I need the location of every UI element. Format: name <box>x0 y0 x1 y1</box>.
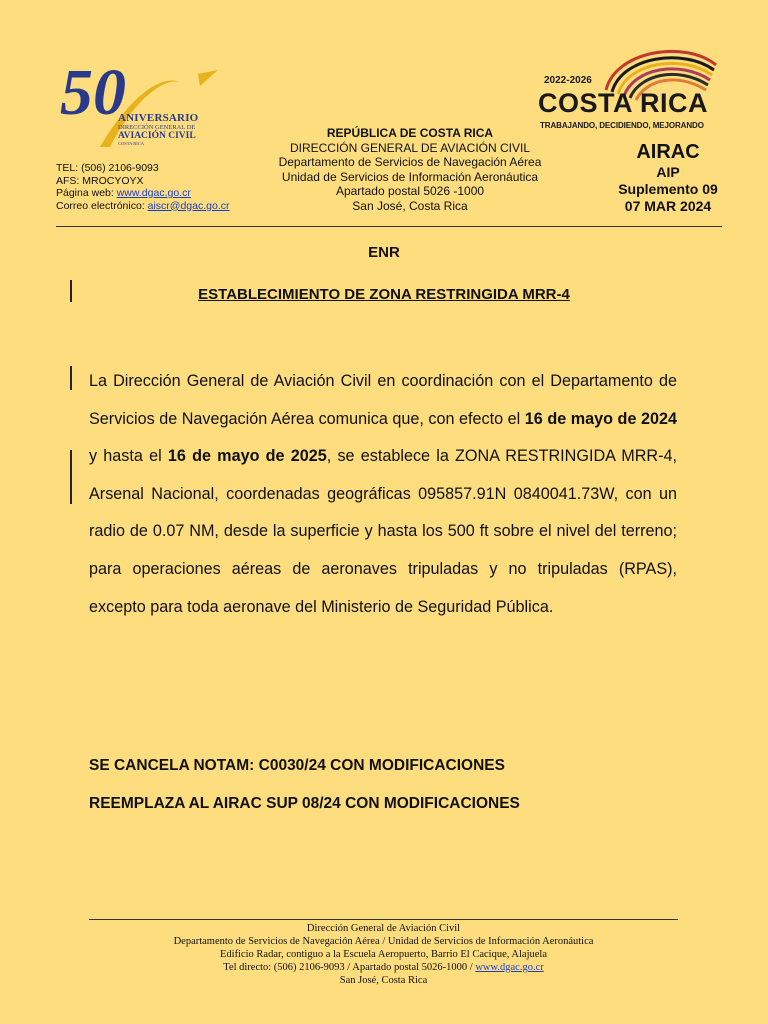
header-dgac: DIRECCIÓN GENERAL DE AVIACIÓN CIVIL <box>289 140 531 155</box>
document-title <box>0 286 768 303</box>
change-bar <box>70 450 72 504</box>
web-link[interactable]: www.dgac.go.cr <box>116 187 191 199</box>
plane-icon <box>198 70 218 86</box>
footer-line-1: Dirección General de Aviación Civil <box>306 923 461 934</box>
header-republic: REPÚBLICA DE COSTA RICA <box>326 126 494 140</box>
airac-block <box>598 140 738 215</box>
airac-supplement: Suplemento 09 <box>618 181 718 197</box>
section-label: ENR <box>368 244 400 261</box>
contact-tel: TEL: (506) 2106-9093 <box>56 162 159 174</box>
logo-number: 50 <box>60 56 126 129</box>
header-city: San José, Costa Rica <box>352 198 468 213</box>
web-label: Página web: <box>56 187 117 199</box>
paragraph-text-3: , se establece la ZONA RESTRINGIDA MRR-4, Arsenal Nacional, coordenadas geográficas 095857.91N 0840041.73W, con un radio de 0.07 NM, desde la superficie y hasta los 500 ft sobre el nivel del terreno; para operaciones aéreas de aeronaves tripuladas y no tripuladas (RPAS), excepto para toda aeronave del Ministerio de Seguridad Pública. <box>89 447 677 616</box>
footer-line-2: Departamento de Servicios de Navegación Aérea / Unidad de Servicios de Información Aeronáutica <box>173 936 594 947</box>
cancel-notam: SE CANCELA NOTAM: C0030/24 CON MODIFICACIONES <box>89 757 505 774</box>
logo-pais: COSTA RICA <box>118 141 145 146</box>
main-paragraph <box>89 363 677 626</box>
government-slogan: TRABAJANDO, DECIDIENDO, MEJORANDO <box>540 121 704 130</box>
footer-line-4 <box>89 961 678 974</box>
footer-divider <box>89 919 678 920</box>
government-years: 2022-2026 <box>544 75 592 86</box>
document-title-text: ESTABLECIMIENTO DE ZONA RESTRINGIDA MRR-4 <box>198 286 570 303</box>
contact-email <box>56 200 229 213</box>
header-divider <box>56 226 722 227</box>
change-bar <box>70 366 72 390</box>
logo-direccion: DIRECCIÓN GENERAL DE <box>118 124 196 131</box>
change-bar <box>70 280 72 302</box>
paragraph-text-1: La Dirección General de Aviación Civil en coordinación con el Departamento de Servicios de Navegación Aérea comunica que, con efecto el <box>89 372 677 428</box>
header-postal: Apartado postal 5026 -1000 <box>335 184 485 198</box>
contact-afs: AFS: MROCYOYX <box>56 174 144 187</box>
end-date: 16 de mayo de 2025 <box>167 447 327 466</box>
logo-aviacion: AVIACIÓN CIVIL <box>118 131 196 141</box>
header-department: Departamento de Servicios de Navegación Aérea <box>278 155 542 169</box>
replace-airac: REEMPLAZA AL AIRAC SUP 08/24 CON MODIFICACIONES <box>89 795 520 812</box>
footer <box>89 922 678 987</box>
email-label: Correo electrónico: <box>56 199 148 212</box>
email-link[interactable]: aiscr@dgac.go.cr <box>147 199 230 212</box>
airac-title: AIRAC <box>636 141 700 163</box>
contact-web <box>56 187 229 200</box>
logo-aniversario: ANIVERSARIO <box>118 112 199 124</box>
airac-aip: AIP <box>656 164 680 180</box>
footer-line-5: San José, Costa Rica <box>339 975 428 986</box>
contact-block <box>56 162 229 212</box>
footer-contact-text: Tel directo: (506) 2106-9093 / Apartado postal 5026-1000 / <box>223 962 476 973</box>
start-date: 16 de mayo de 2024 <box>524 409 677 428</box>
country-name: COSTA RICA <box>538 88 708 118</box>
paragraph-text-2: y hasta el <box>89 447 168 466</box>
airac-date: 07 MAR 2024 <box>624 198 712 214</box>
footer-web-link[interactable]: www.dgac.go.cr <box>475 962 544 973</box>
institution-header <box>260 126 560 213</box>
header-unit: Unidad de Servicios de Información Aeronáutica <box>281 169 539 184</box>
footer-line-3: Edificio Radar, contiguo a la Escuela Aeropuerto, Barrio El Cacique, Alajuela <box>219 949 547 960</box>
